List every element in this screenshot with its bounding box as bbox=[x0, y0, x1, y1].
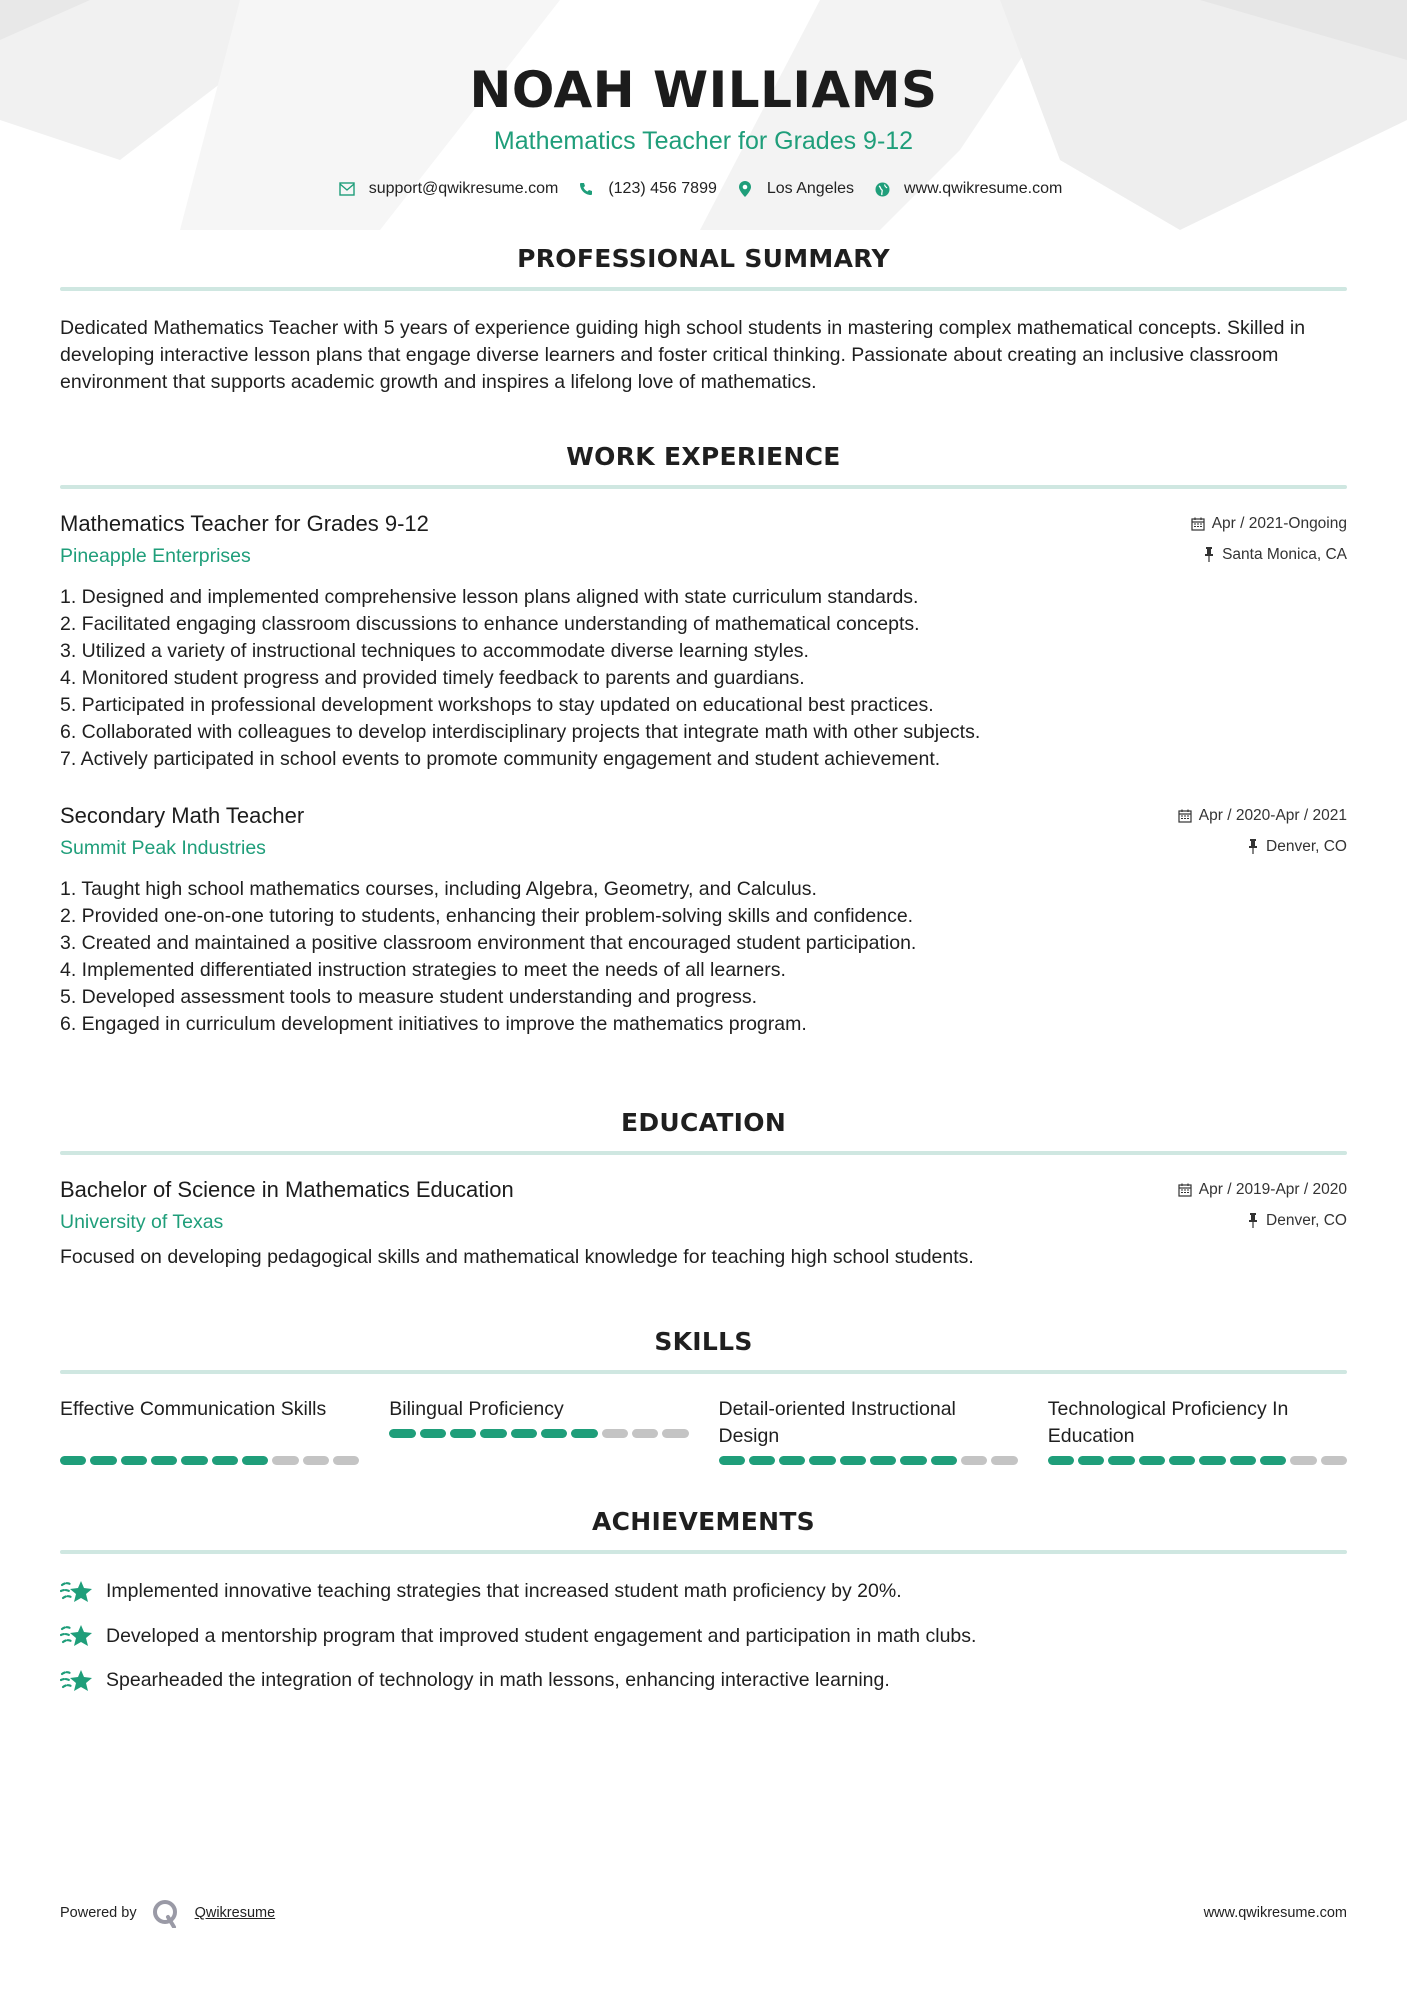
envelope-icon bbox=[339, 181, 355, 197]
job-responsibilities bbox=[60, 584, 1347, 773]
skill-segment-empty bbox=[662, 1429, 688, 1438]
skill-segment-filled bbox=[121, 1456, 147, 1465]
school-name: University of Texas bbox=[60, 1211, 224, 1233]
skill-segment-filled bbox=[809, 1456, 835, 1465]
job-dates: Apr / 2021-Ongoing bbox=[1191, 515, 1347, 533]
job-entry bbox=[60, 803, 1347, 1038]
skill-level-bar bbox=[389, 1429, 688, 1438]
location-text: Los Angeles bbox=[766, 180, 855, 197]
section-divider bbox=[60, 1370, 1347, 1374]
list-item bbox=[60, 1578, 1347, 1605]
skill-segment-filled bbox=[1108, 1456, 1134, 1465]
list-item: 4. Monitored student progress and provided timely feedback to parents and guardians. bbox=[60, 667, 805, 689]
skill-segment-filled bbox=[1078, 1456, 1104, 1465]
skill-segment-filled bbox=[212, 1456, 238, 1465]
pushpin-icon bbox=[1245, 839, 1260, 854]
section-divider bbox=[60, 485, 1347, 489]
skills-grid bbox=[60, 1396, 1347, 1465]
section-divider bbox=[60, 1550, 1347, 1554]
skill-segment-filled bbox=[541, 1429, 567, 1438]
candidate-role: Mathematics Teacher for Grades 9-12 bbox=[493, 127, 914, 155]
shooting-star-icon bbox=[60, 1579, 94, 1605]
website-text: www.qwikresume.com bbox=[904, 180, 1063, 197]
skills-section bbox=[60, 1327, 1347, 1465]
company-name: Summit Peak Industries bbox=[60, 837, 266, 859]
education-section bbox=[60, 1108, 1347, 1271]
skill-segment-filled bbox=[719, 1456, 745, 1465]
skill-segment-filled bbox=[151, 1456, 177, 1465]
skill-item bbox=[1048, 1396, 1347, 1465]
experience-section bbox=[60, 442, 1347, 1038]
contact-email[interactable] bbox=[339, 180, 559, 198]
globe-icon bbox=[874, 181, 890, 197]
skill-item bbox=[389, 1396, 688, 1465]
job-entry bbox=[60, 511, 1347, 773]
list-item: 6. Engaged in curriculum development initiatives to improve the mathematics program. bbox=[60, 1013, 807, 1035]
list-item: 4. Implemented differentiated instruction strategies to meet the needs of all learners. bbox=[60, 959, 786, 981]
skill-segment-empty bbox=[1321, 1456, 1347, 1465]
skill-segment-filled bbox=[749, 1456, 775, 1465]
skill-level-bar bbox=[719, 1456, 1018, 1465]
job-dates: Apr / 2020-Apr / 2021 bbox=[1178, 807, 1347, 825]
powered-by bbox=[60, 1898, 275, 1928]
skill-segment-empty bbox=[303, 1456, 329, 1465]
list-item: 1. Designed and implemented comprehensive lesson plans aligned with state curriculum standards. bbox=[60, 586, 919, 608]
skill-segment-empty bbox=[961, 1456, 987, 1465]
list-item: 1. Taught high school mathematics courses, including Algebra, Geometry, and Calculus. bbox=[60, 878, 817, 900]
list-item: 5. Participated in professional development workshops to stay updated on educational best practices. bbox=[60, 694, 934, 716]
achievement-text: Spearheaded the integration of technology in math lessons, enhancing interactive learning. bbox=[106, 1669, 890, 1691]
skill-segment-filled bbox=[389, 1429, 415, 1438]
degree-title: Bachelor of Science in Mathematics Education bbox=[60, 1177, 514, 1202]
map-pin-icon bbox=[737, 181, 753, 197]
skill-item bbox=[719, 1396, 1018, 1465]
skill-segment-filled bbox=[90, 1456, 116, 1465]
skill-segment-filled bbox=[840, 1456, 866, 1465]
contact-bar bbox=[60, 180, 1347, 198]
skill-segment-filled bbox=[779, 1456, 805, 1465]
contact-phone[interactable] bbox=[578, 180, 717, 198]
footer-website[interactable]: www.qwikresume.com bbox=[1203, 1905, 1347, 1921]
skill-segment-filled bbox=[480, 1429, 506, 1438]
list-item: 2. Provided one-on-one tutoring to students, enhancing their problem-solving skills and confidence. bbox=[60, 905, 914, 927]
job-title: Mathematics Teacher for Grades 9-12 bbox=[60, 511, 429, 536]
powered-by-label: Powered by bbox=[60, 1905, 137, 1921]
phone-icon bbox=[578, 181, 594, 197]
job-location: Santa Monica, CA bbox=[1201, 546, 1347, 564]
section-title-experience: WORK EXPERIENCE bbox=[566, 442, 841, 471]
skill-level-bar bbox=[1048, 1456, 1347, 1465]
contact-location bbox=[737, 180, 854, 198]
list-item: 6. Collaborated with colleagues to develop interdisciplinary projects that integrate math with other subjects. bbox=[60, 721, 981, 743]
skill-segment-filled bbox=[870, 1456, 896, 1465]
skill-segment-filled bbox=[242, 1456, 268, 1465]
list-item: 5. Developed assessment tools to measure student understanding and progress. bbox=[60, 986, 758, 1008]
skill-segment-filled bbox=[1199, 1456, 1225, 1465]
education-dates: Apr / 2019-Apr / 2020 bbox=[1178, 1181, 1347, 1199]
job-responsibilities bbox=[60, 876, 1347, 1038]
pushpin-icon bbox=[1245, 1213, 1260, 1228]
skill-segment-filled bbox=[1169, 1456, 1195, 1465]
achievements-section bbox=[60, 1507, 1347, 1694]
email-text: support@qwikresume.com bbox=[368, 180, 559, 197]
section-divider bbox=[60, 1151, 1347, 1155]
skill-name: Bilingual Proficiency bbox=[389, 1398, 564, 1420]
skill-segment-filled bbox=[1230, 1456, 1256, 1465]
section-title-education: EDUCATION bbox=[620, 1108, 787, 1137]
skill-segment-filled bbox=[1048, 1456, 1074, 1465]
section-divider bbox=[60, 287, 1347, 291]
skill-segment-filled bbox=[60, 1456, 86, 1465]
shooting-star-icon bbox=[60, 1668, 94, 1694]
skill-item bbox=[60, 1396, 359, 1465]
skill-segment-filled bbox=[420, 1429, 446, 1438]
company-name: Pineapple Enterprises bbox=[60, 545, 251, 567]
list-item bbox=[60, 1623, 1347, 1650]
calendar-icon bbox=[1178, 1183, 1193, 1198]
pushpin-icon bbox=[1201, 547, 1216, 562]
skill-segment-filled bbox=[511, 1429, 537, 1438]
skill-segment-empty bbox=[1290, 1456, 1316, 1465]
candidate-name: NOAH WILLIAMS bbox=[469, 61, 938, 119]
section-title-skills: SKILLS bbox=[654, 1327, 753, 1356]
achievement-text: Implemented innovative teaching strategies that increased student math proficiency by 20%. bbox=[106, 1580, 902, 1602]
skill-segment-filled bbox=[1139, 1456, 1165, 1465]
skill-level-bar bbox=[60, 1456, 359, 1465]
contact-website[interactable] bbox=[874, 180, 1062, 198]
list-item: 3. Utilized a variety of instructional techniques to accommodate diverse learning styles. bbox=[60, 640, 809, 662]
list-item bbox=[60, 1667, 1347, 1694]
calendar-icon bbox=[1178, 809, 1193, 824]
list-item: 7. Actively participated in school events to promote community engagement and student achievement. bbox=[60, 748, 941, 770]
skill-segment-empty bbox=[272, 1456, 298, 1465]
skill-segment-empty bbox=[333, 1456, 359, 1465]
skill-segment-filled bbox=[900, 1456, 926, 1465]
calendar-icon bbox=[1191, 517, 1206, 532]
skill-segment-empty bbox=[632, 1429, 658, 1438]
phone-text: (123) 456 7899 bbox=[608, 180, 717, 197]
skill-segment-empty bbox=[602, 1429, 628, 1438]
education-description: Focused on developing pedagogical skills and mathematical knowledge for teaching high school students. bbox=[60, 1246, 974, 1268]
skill-name: Detail-oriented Instructional Design bbox=[718, 1398, 956, 1447]
qwikresume-logo-icon bbox=[151, 1898, 181, 1928]
education-entry bbox=[60, 1177, 1347, 1271]
resume-header bbox=[60, 0, 1347, 198]
achievements-list bbox=[60, 1578, 1347, 1694]
shooting-star-icon bbox=[60, 1623, 94, 1649]
qwikresume-link[interactable]: Qwikresume bbox=[194, 1905, 276, 1921]
skill-segment-filled bbox=[931, 1456, 957, 1465]
education-location: Denver, CO bbox=[1245, 1212, 1347, 1230]
achievement-text: Developed a mentorship program that improved student engagement and participation in math clubs. bbox=[106, 1624, 977, 1647]
skill-segment-filled bbox=[1260, 1456, 1286, 1465]
job-location: Denver, CO bbox=[1245, 838, 1347, 856]
list-item: 2. Facilitated engaging classroom discussions to enhance understanding of mathematical concepts. bbox=[60, 613, 920, 635]
section-title-summary: PROFESSIONAL SUMMARY bbox=[517, 244, 890, 273]
list-item: 3. Created and maintained a positive classroom environment that encouraged student participation. bbox=[60, 932, 917, 954]
skill-segment-filled bbox=[571, 1429, 597, 1438]
summary-text: Dedicated Mathematics Teacher with 5 years of experience guiding high school students in mastering complex mathematical concepts. Skilled in developing interactive lesson plans that engage diverse learners and foster critical thinking. Passionate about creating an inclusive classroom environment that supports academic growth and inspires a lifelong love of mathematics. bbox=[60, 317, 1306, 393]
skill-segment-filled bbox=[181, 1456, 207, 1465]
skill-segment-filled bbox=[450, 1429, 476, 1438]
page-footer bbox=[60, 1898, 1347, 1928]
section-title-achievements: ACHIEVEMENTS bbox=[592, 1507, 815, 1536]
skill-name: Effective Communication Skills bbox=[60, 1398, 327, 1420]
job-title: Secondary Math Teacher bbox=[60, 803, 305, 828]
skill-name: Technological Proficiency In Education bbox=[1047, 1398, 1289, 1447]
skill-segment-empty bbox=[991, 1456, 1017, 1465]
summary-section bbox=[60, 244, 1347, 396]
